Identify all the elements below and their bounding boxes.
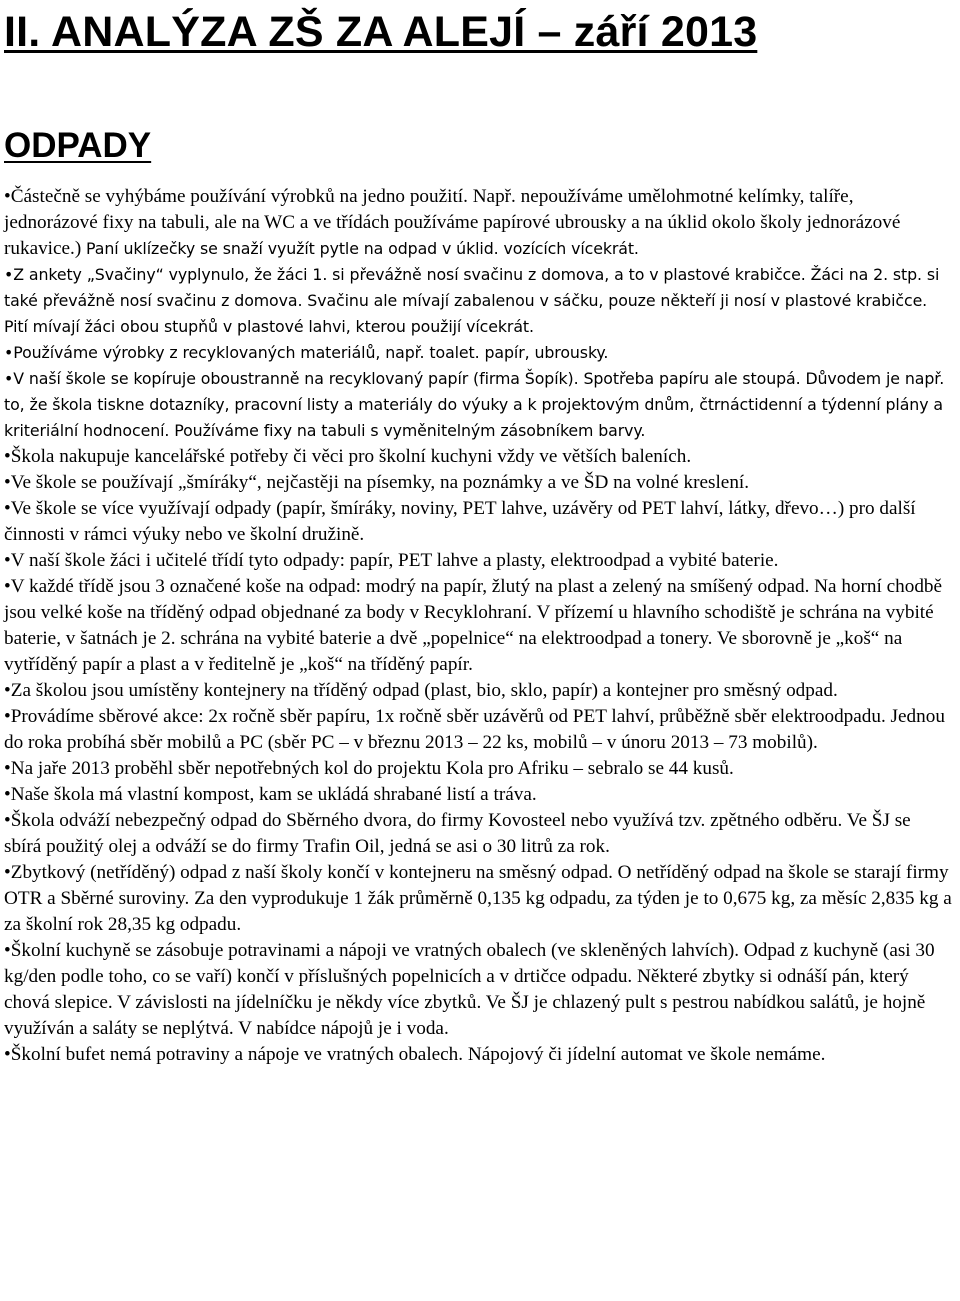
list-item: • V naší škole se kopíruje oboustranně na recyklovaný papír (firma Šopík). Spotřeba papíru ale stoupá. Důvodem je např. to, že škola tiskne dotazníky, pracovní listy a materiály do výuky a k projektovým dnům, čtrnáctidenní a týdenní plány a kriteriální hodnocení. Používáme fixy na tabuli s vyměnitelným zásobníkem barvy. <box>4 366 952 444</box>
list-item: • Škola nakupuje kancelářské potřeby či věci pro školní kuchyni vždy ve větších baleních. <box>4 444 952 470</box>
list-item: • V každé třídě jsou 3 označené koše na odpad: modrý na papír, žlutý na plast a zelený na smíšený odpad. Na horní chodbě jsou velké koše na tříděný odpad objednané za body v Recyklohraní. V přízemí u hlavního schodiště je schrána na vybité baterie, v šatnách je 2. schrána na vybité baterie a dvě „popelnice“ na elektroodpad a tonery. Ve sborovně je „koš“ na vytříděný papír a plast a v ředitelně je „koš“ na tříděný papír. <box>4 574 952 678</box>
list-item <box>4 184 952 262</box>
list-item <box>4 262 952 340</box>
list-item: • Školní bufet nemá potraviny a nápoje ve vratných obalech. Nápojový či jídelní automat ve škole nemáme. <box>4 1042 952 1068</box>
list-item: • Zbytkový (netříděný) odpad z naší školy končí v kontejneru na směsný odpad. O netříděný odpad na škole se starají firmy OTR a Sběrné suroviny. Za den vyprodukuje 1 žák průměrně 0,135 kg odpadu, za týden je to 0,675 kg, za měsíc 2,835 kg a za školní rok 28,35 kg odpadu. <box>4 860 952 938</box>
list-item: • Ve škole se více využívají odpady (papír, šmíráky, noviny, PET lahve, uzávěry od PET lahví, látky, dřevo…) pro další činnosti v rámci výuky nebo ve školní družině. <box>4 496 952 548</box>
list-item-text: Částečně se vyhýbáme používání výrobků na jedno použití. Např. nepoužíváme umělohmotné kelímky, talíře, jednorázové fixy na tabuli, ale na WC a ve třídách používáme papírové ubrousky a na úklid okolo školy jednorázové rukavice.) <box>4 186 901 259</box>
list-item: • Školní kuchyně se zásobuje potravinami a nápoji ve vratných obalech (ve skleněných lahvích). Odpad z kuchyně (asi 30 kg/den podle toho, co se vaří) končí v příslušných popelnicích a v drtičce odpadu. Některé zbytky si odnáší pán, který chová slepice. V závislosti na jídelníčku je někdy více zbytků. Ve ŠJ je chlazený pult s pestrou nabídkou salátů, je hojně využíván a saláty se neplýtvá. V nabídce nápojů je i voda. <box>4 938 952 1042</box>
list-item: • Škola odváží nebezpečný odpad do Sběrného dvora, do firmy Kovosteel nebo využívá tzv. zpětného odběru. Ve ŠJ se sbírá použitý olej a odváží se do firmy Trafin Oil, jedná se asi o 30 litrů za rok. <box>4 808 952 860</box>
document-page <box>4 0 952 1068</box>
list-item-text: Svačinu ale mívají zabalenou v sáčku, pouze někteří ji nosí v plastové krabičce. Pití mívají žáci obou stupňů v plastové lahvi, kterou použijí vícekrát. <box>4 291 928 336</box>
list-item-text: Paní uklízečky se snaží využít pytle na odpad v úklid. vozících vícekrát. <box>86 239 639 258</box>
list-item: • Používáme výrobky z recyklovaných materiálů, např. toalet. papír, ubrousky. <box>4 340 952 366</box>
list-item-text: Z ankety „Svačiny“ vyplynulo, že žáci 1. si převážně nosí svačinu z domova, a to v plastové krabičce. Žáci na 2. stp. si také převážně nosí svačinu z domova. <box>4 265 940 310</box>
list-item: • V naší škole žáci i učitelé třídí tyto odpady: papír, PET lahve a plasty, elektroodpad a vybité baterie. <box>4 548 952 574</box>
list-item: • Na jaře 2013 proběhl sběr nepotřebných kol do projektu Kola pro Afriku – sebralo se 44 kusů. <box>4 756 952 782</box>
list-item: • Naše škola má vlastní kompost, kam se ukládá shrabané listí a tráva. <box>4 782 952 808</box>
list-item: • Za školou jsou umístěny kontejnery na tříděný odpad (plast, bio, sklo, papír) a kontejner pro směsný odpad. <box>4 678 952 704</box>
document-title: II. ANALÝZA ZŠ ZA ALEJÍ – září 2013 <box>4 8 758 56</box>
section-heading: ODPADY <box>4 126 152 165</box>
list-item: • Provádíme sběrové akce: 2x ročně sběr papíru, 1x ročně sběr uzávěrů od PET lahví, průběžně sběr elektroodpadu. Jednou do roka probíhá sběr mobilů a PC (sběr PC – v březnu 2013 – 22 ks, mobilů – v únoru 2013 – 73 mobilů). <box>4 704 952 756</box>
bullet-list <box>4 184 952 1068</box>
list-item: • Ve škole se používají „šmíráky“, nejčastěji na písemky, na poznámky a ve ŠD na volné kreslení. <box>4 470 952 496</box>
